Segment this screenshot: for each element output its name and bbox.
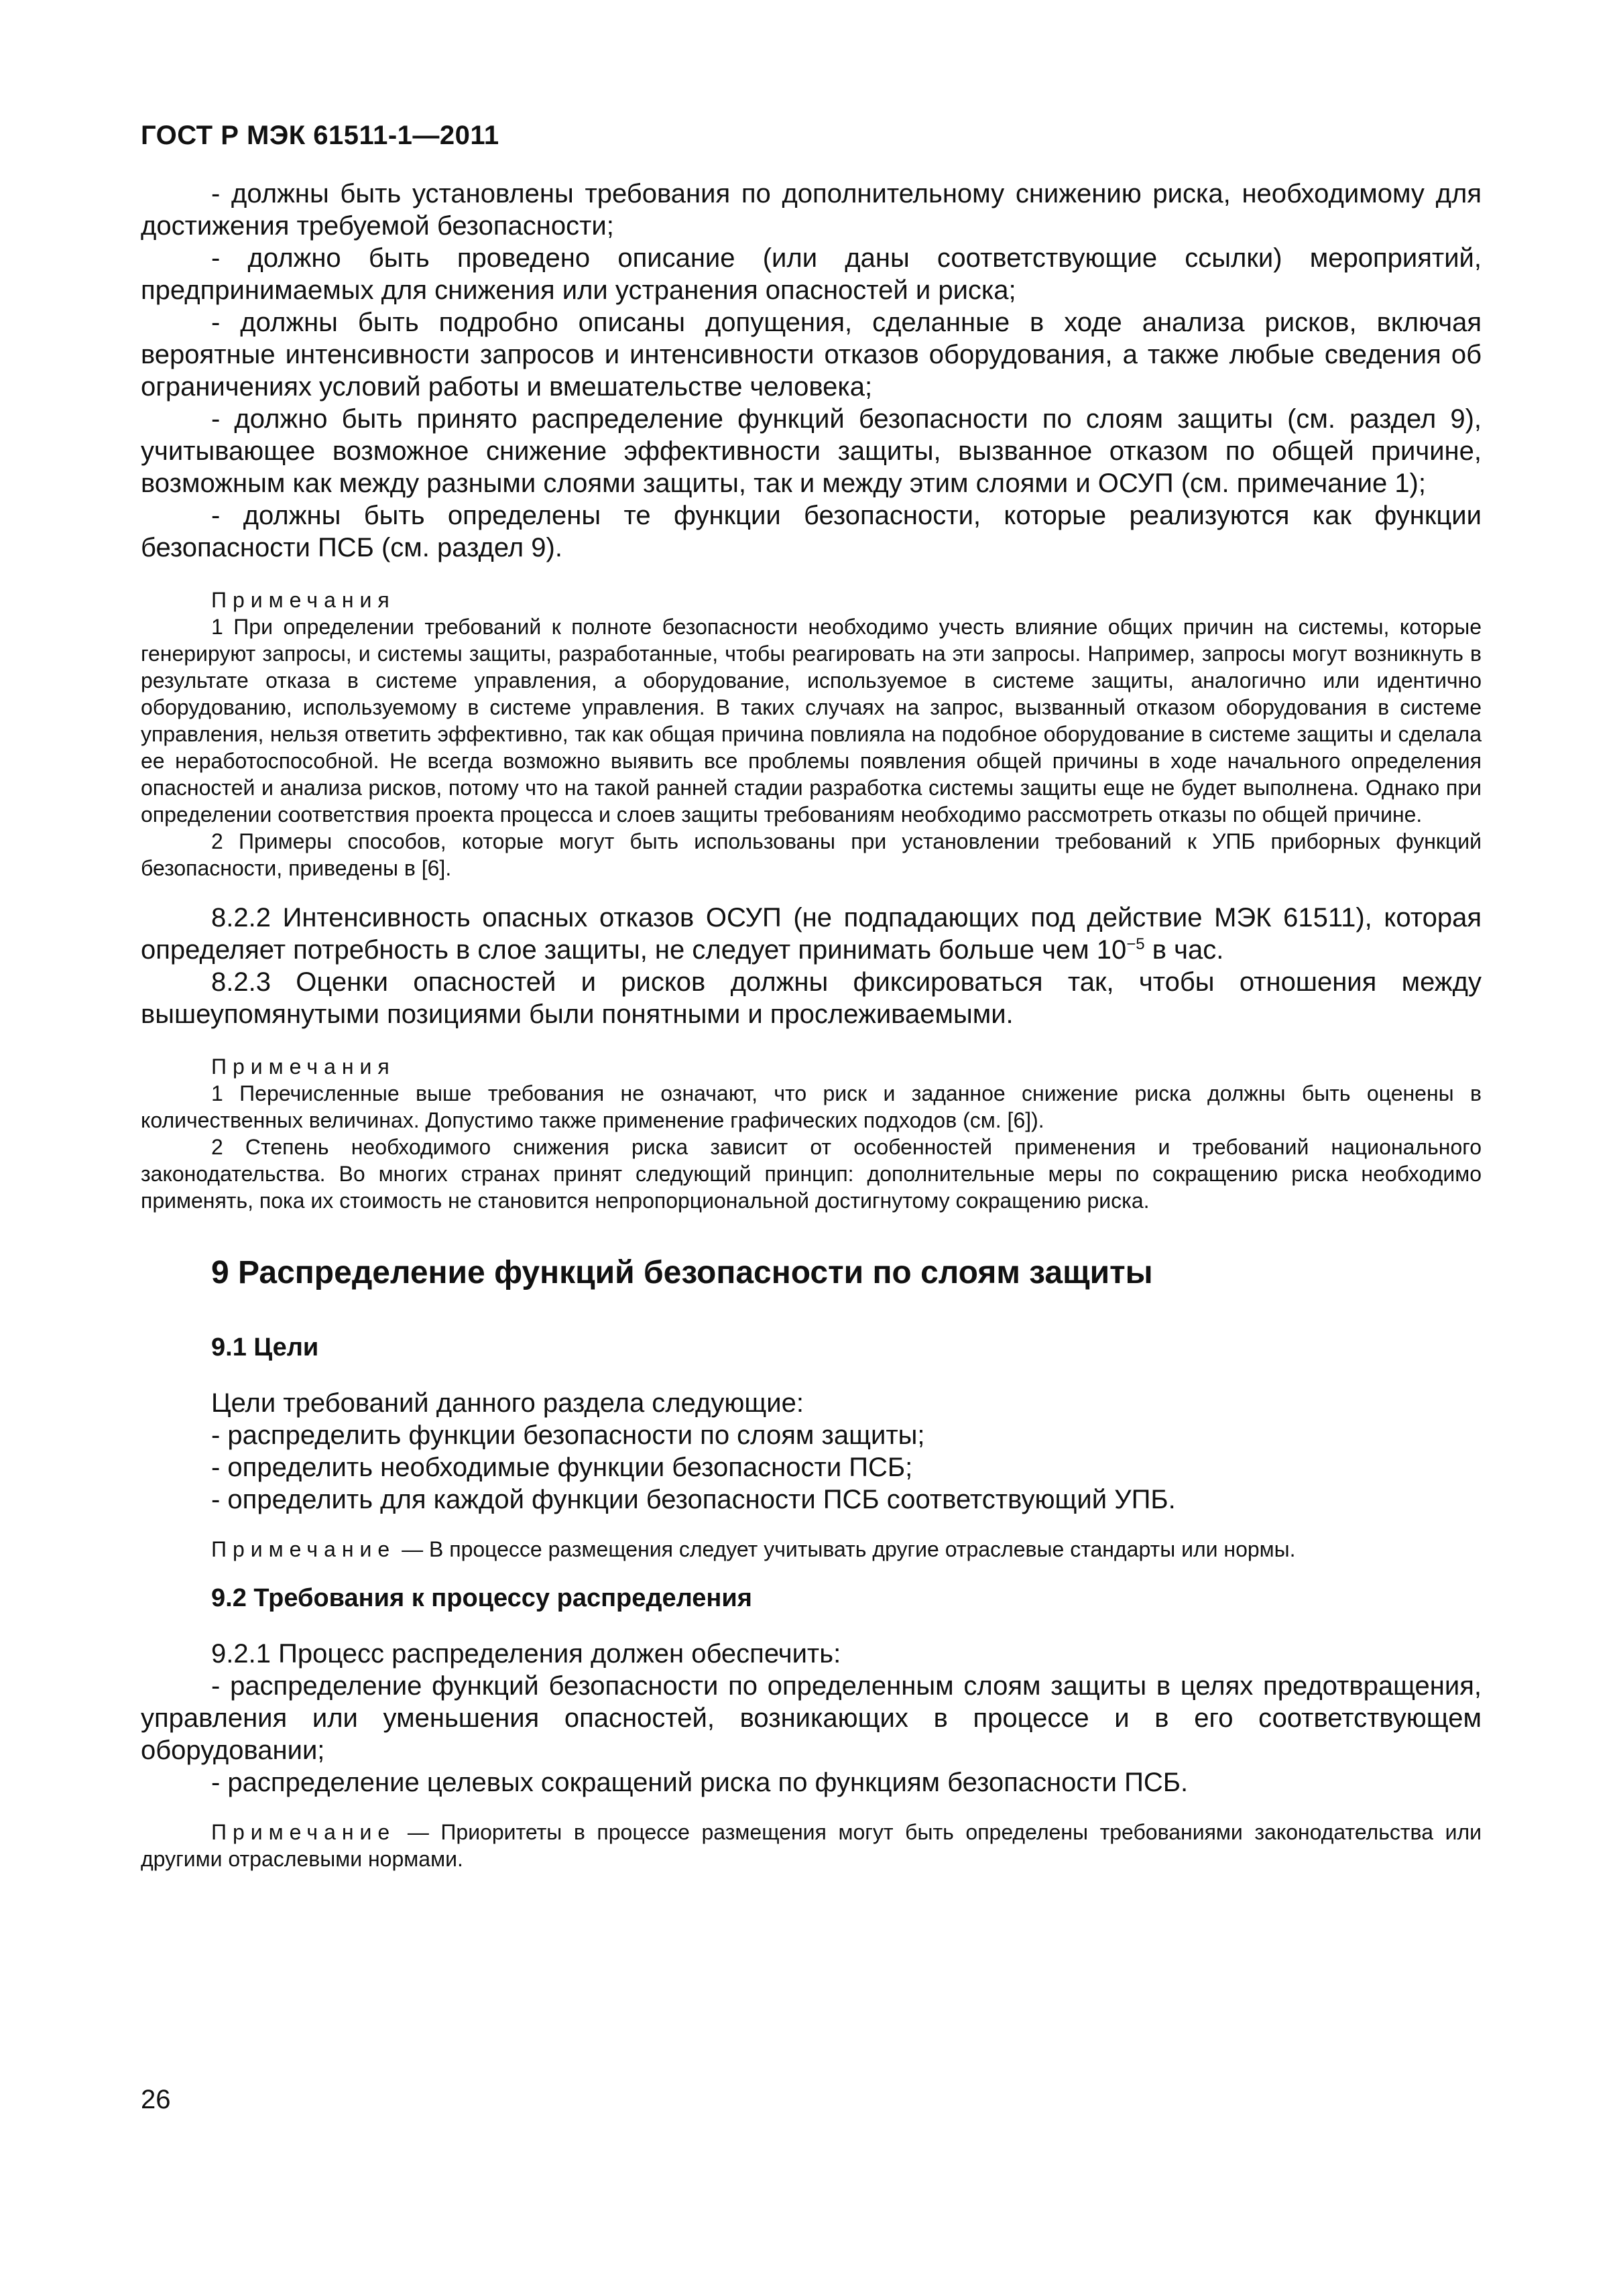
note-line <box>141 1819 1482 1872</box>
clause-text: 8.2.2 Интенсивность опасных отказов ОСУП (не подпадающих под действие МЭК 61511), которая определяет потребность в слое защиты, не следует принимать больше чем 10 <box>141 903 1482 965</box>
list-item: - распределить функции безопасности по слоям защиты; <box>211 1421 925 1450</box>
list-item: - распределение целевых сокращений риска по функциям безопасности ПСБ. <box>211 1768 1189 1797</box>
subsection-heading: 9.2 Требования к процессу распределения <box>211 1584 752 1612</box>
note-text: — Приоритеты в процессе размещения могут быть определены требованиями законодательства или другими отраслевыми нормами. <box>141 1820 1482 1871</box>
subsection-heading: 9.1 Цели <box>211 1333 319 1362</box>
list-item: - должны быть определены те функции безопасности, которые реализуются как функции безопасности ПСБ (см. раздел 9). <box>141 501 1482 562</box>
list-item: - должно быть принято распределение функций безопасности по слоям защиты (см. раздел 9), учитывающее возможное снижение эффективности защиты, вызванное отказом по общей причине, возможным как между разными слоями защиты, так и между этим слоями и ОСУП (см. примечание 1); <box>141 404 1482 498</box>
list-item: - определить для каждой функции безопасности ПСБ соответствующий УПБ. <box>211 1485 1176 1514</box>
note-item: 2 Примеры способов, которые могут быть использованы при установлении требований к УПБ приборных функций безопасности, приведены в [6]. <box>141 829 1482 880</box>
note-item: 1 При определении требований к полноте безопасности необходимо учесть влияние общих причин на системы, которые генерируют запросы, и системы защиты, разработанные, чтобы реагировать на эти запросы. Например, запросы могут возникнуть в результате отказа в системе управления, а оборудование, используемое в системе защиты, аналогично или идентично оборудованию, используемому в системе управления. В таких случаях на запрос, вызванный отказом оборудования в системе управления, нельзя ответить эффективно, так как общая причина повлияла на подобное оборудование в системе защиты и сделала ее неработоспособной. Не всегда возможно выявить все проблемы появления общей причины в ходе начального определения опасностей и анализа рисков, потому что на такой ранней стадии разработка системы защиты еще не будет выполнена. Однако при определении соответствия проекта процесса и слоев защиты требованиям необходимо рассмотреть отказы по общей причине. <box>141 615 1482 827</box>
list-item: - распределение функций безопасности по определенным слоям защиты в целях предотвращения, управления или уменьшения опасностей, возникающих в процессе и в его соответствующем оборудовании; <box>141 1671 1482 1765</box>
note-text: — В процессе размещения следует учитывать другие отраслевые стандарты или нормы. <box>396 1537 1296 1561</box>
section-heading: 9 Распределение функций безопасности по слоям защиты <box>211 1255 1153 1290</box>
list-item: - должны быть подробно описаны допущения, сделанные в ходе анализа рисков, включая вероятные интенсивности запросов и интенсивности отказов оборудования, а также любые сведения об ограничениях условий работы и вмешательстве человека; <box>141 308 1482 402</box>
notes-block <box>141 587 1482 882</box>
list-item: - должны быть установлены требования по дополнительному снижению риска, необходимому для достижения требуемой безопасности; <box>141 179 1482 241</box>
note-line <box>141 1536 1482 1563</box>
notes-title: Примечания <box>211 588 396 612</box>
document-page <box>141 121 1482 1872</box>
clause-8-2-3: 8.2.3 Оценки опасностей и рисков должны фиксироваться так, чтобы отношения между вышеупомянутыми позициями были понятными и прослеживаемыми. <box>141 967 1482 1029</box>
note-item: 2 Степень необходимого снижения риска зависит от особенностей применения и требований национального законодательства. Во многих странах принят следующий принцип: дополнительные меры по сокращению риска необходимо применять, пока их стоимость не становится непропорциональной достигнутому сокращению риска. <box>141 1135 1482 1213</box>
note-item: 1 Перечисленные выше требования не означают, что риск и заданное снижение риска должны быть оценены в количественных величинах. Допустимо также применение графических подходов (см. [6]). <box>141 1081 1482 1132</box>
exponent: −5 <box>1126 935 1145 953</box>
page-number: 26 <box>141 2085 171 2114</box>
list-item: - определить необходимые функции безопасности ПСБ; <box>211 1453 913 1482</box>
paragraph: 9.2.1 Процесс распределения должен обеспечить: <box>211 1639 841 1669</box>
clause-text-end: в час. <box>1144 935 1224 965</box>
clause-8-2-2 <box>141 902 1482 966</box>
list-item: - должно быть проведено описание (или даны соответствующие ссылки) мероприятий, предпринимаемых для снижения или устранения опасностей и риска; <box>141 243 1482 305</box>
note-label: Примечание <box>211 1537 396 1561</box>
paragraph: Цели требований данного раздела следующие: <box>211 1388 804 1418</box>
document-header: ГОСТ Р МЭК 61511-1—2011 <box>141 121 499 150</box>
note-label: Примечание <box>211 1820 396 1844</box>
notes-block <box>141 1053 1482 1214</box>
notes-title: Примечания <box>211 1054 396 1079</box>
